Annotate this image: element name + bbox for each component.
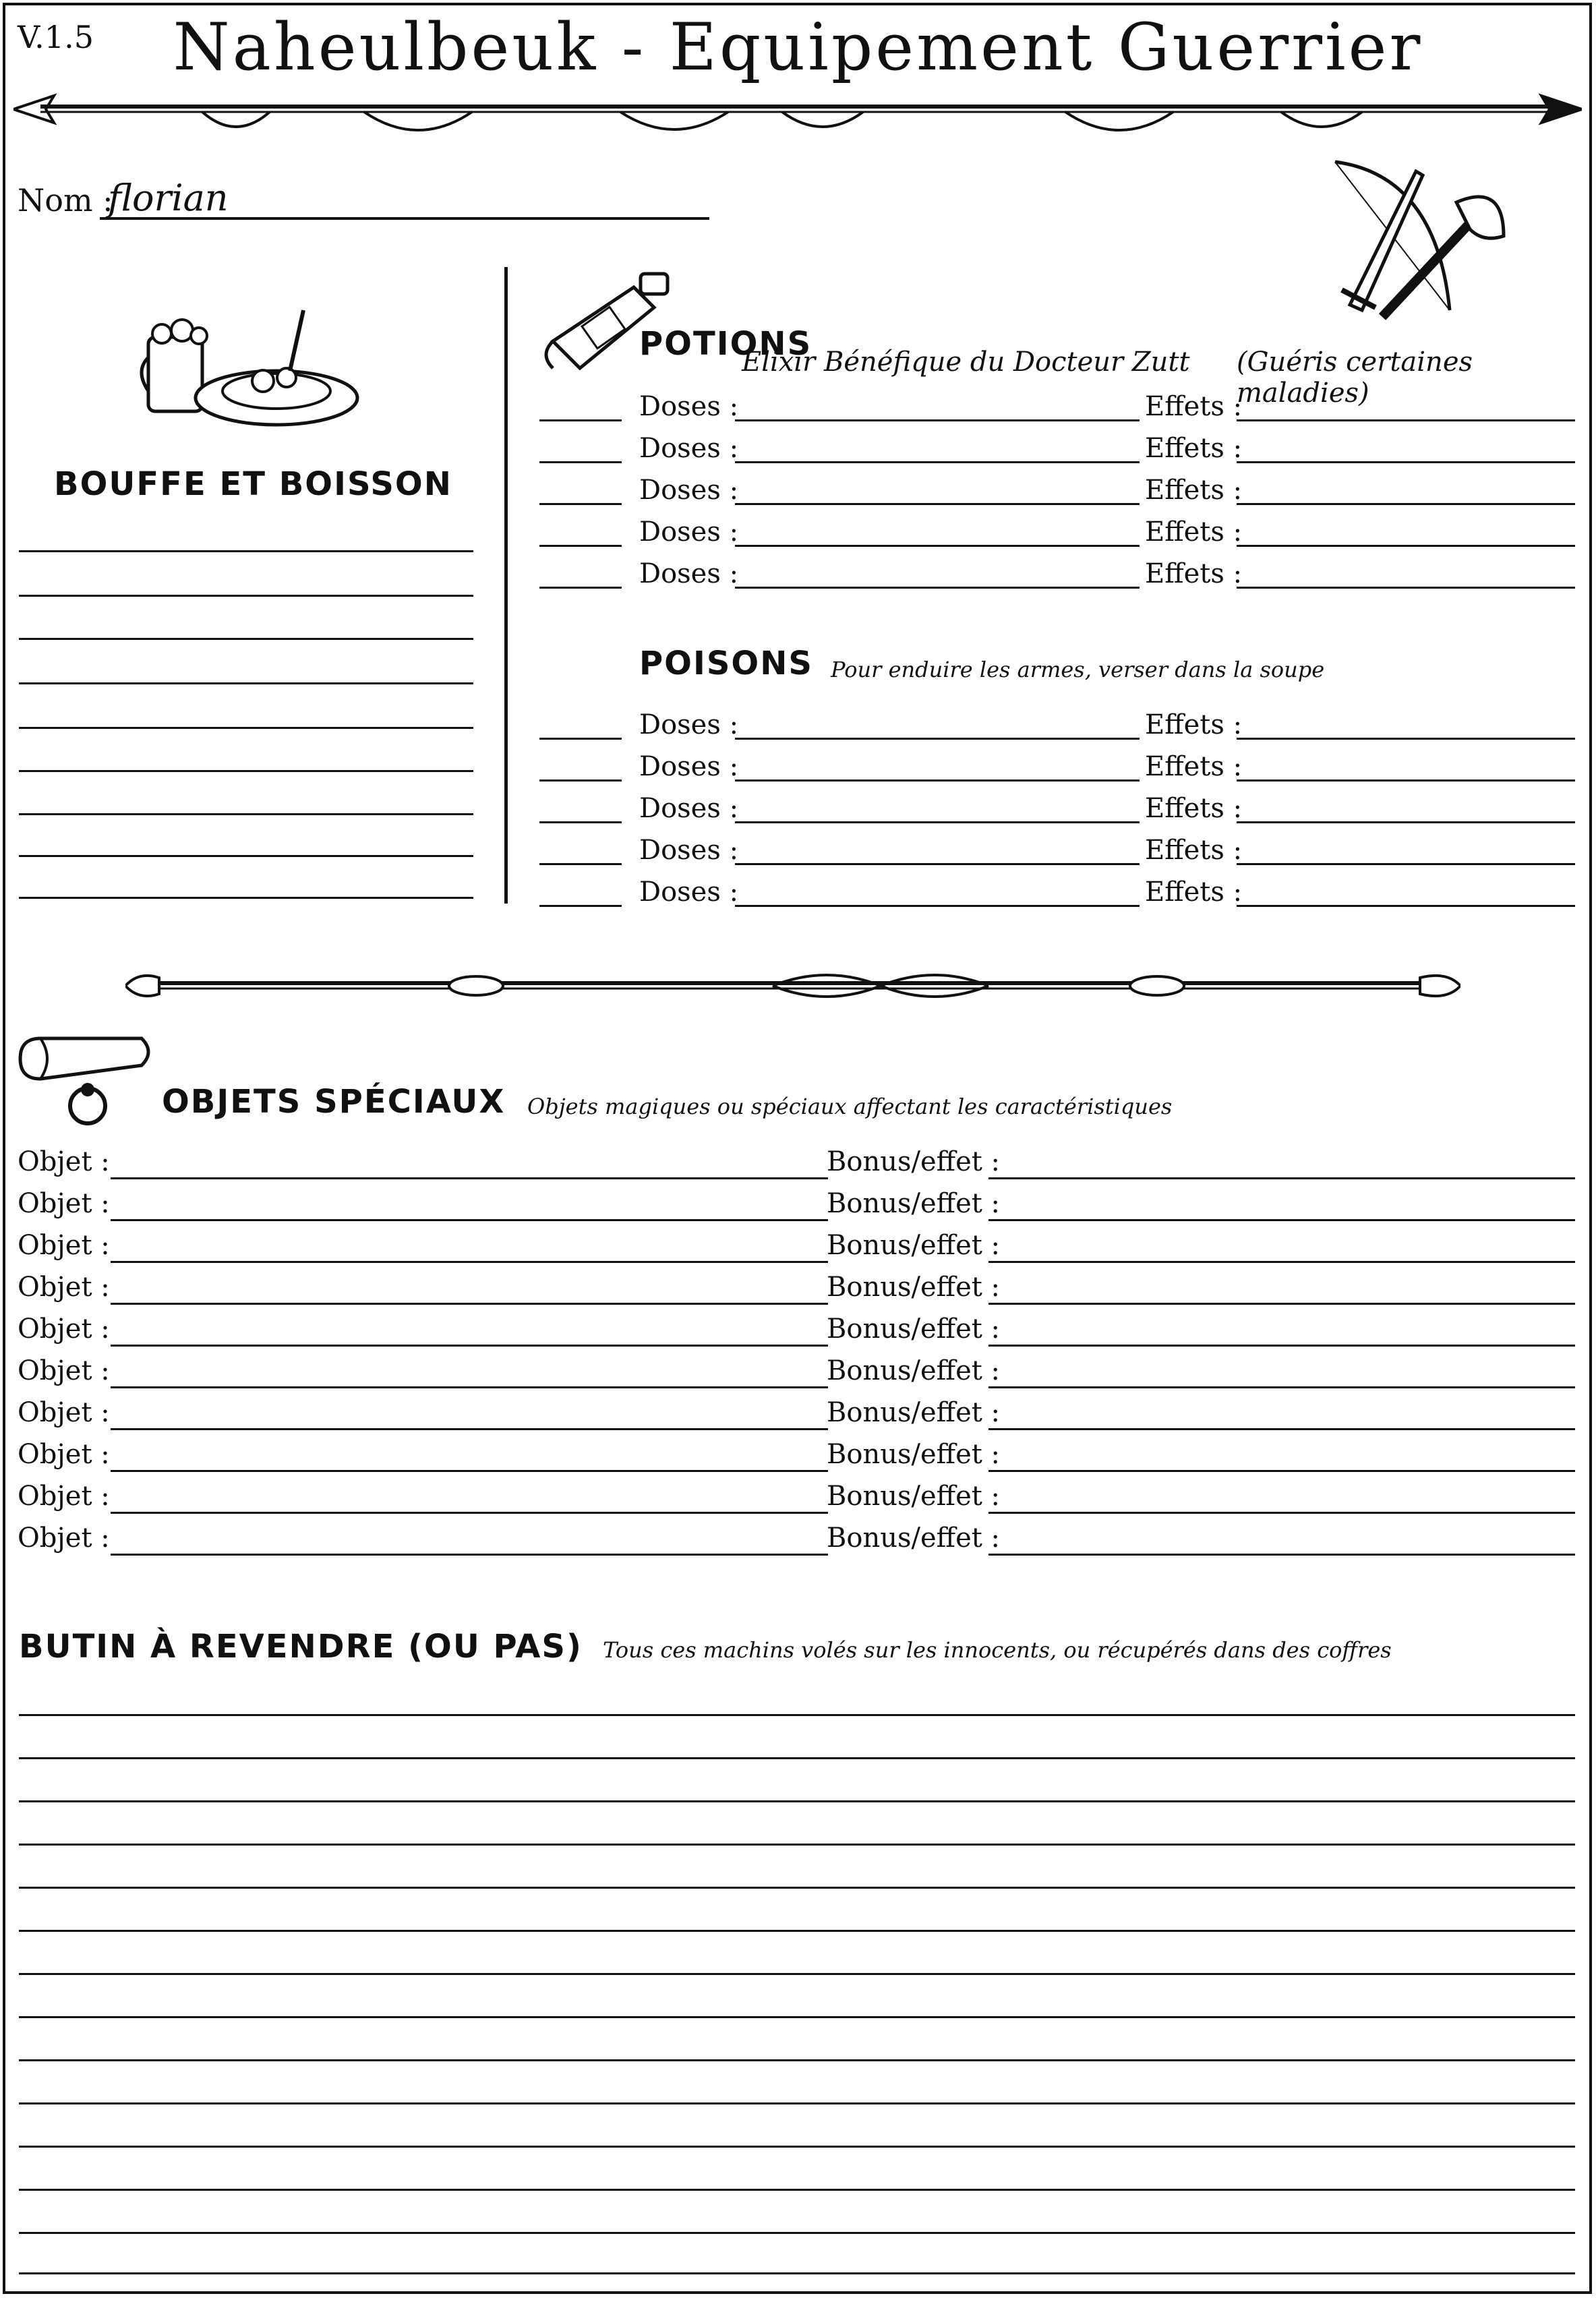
loot-line[interactable]	[19, 1757, 1575, 1759]
doses-field[interactable]	[735, 587, 1140, 589]
objet-field[interactable]	[111, 1428, 828, 1430]
potion-name-field[interactable]	[539, 461, 622, 463]
effets-field[interactable]	[1237, 545, 1575, 547]
bonus-field[interactable]	[988, 1386, 1575, 1388]
poison-row	[539, 835, 1578, 873]
doses-field[interactable]	[735, 461, 1140, 463]
special-item-row	[18, 1146, 1575, 1187]
objet-field[interactable]	[111, 1219, 828, 1221]
effets-label: Effets :	[1145, 391, 1243, 422]
version-label: V.1.5	[18, 19, 94, 55]
effets-label: Effets :	[1145, 558, 1243, 589]
special-item-row	[18, 1481, 1575, 1521]
loot-line[interactable]	[19, 2016, 1575, 2018]
doses-label: Doses :	[639, 709, 739, 740]
objet-label: Objet :	[18, 1481, 110, 1512]
potion-row	[539, 433, 1578, 471]
loot-line[interactable]	[19, 1800, 1575, 1802]
staff-divider-icon	[125, 958, 1460, 1011]
objet-field[interactable]	[111, 1177, 828, 1179]
doses-label: Doses :	[639, 475, 739, 506]
name-label: Nom :	[18, 182, 113, 218]
doses-field[interactable]	[735, 503, 1140, 505]
potion-row	[539, 517, 1578, 554]
loot-line[interactable]	[19, 1844, 1575, 1846]
objet-label: Objet :	[18, 1439, 110, 1470]
loot-line[interactable]	[19, 1930, 1575, 1932]
doses-label: Doses :	[639, 877, 739, 908]
bonus-label: Bonus/effet :	[827, 1439, 1001, 1470]
effets-field[interactable]	[1237, 503, 1575, 505]
effets-label: Effets :	[1145, 475, 1243, 506]
food-line[interactable]	[19, 813, 473, 815]
effets-label: Effets :	[1145, 751, 1243, 782]
bonus-label: Bonus/effet :	[827, 1481, 1001, 1512]
potion-row	[539, 391, 1578, 429]
special-item-row	[18, 1314, 1575, 1354]
bonus-label: Bonus/effet :	[827, 1355, 1001, 1386]
potion-row	[539, 475, 1578, 512]
doses-field[interactable]	[735, 779, 1140, 782]
food-line[interactable]	[19, 727, 473, 729]
special-item-row	[18, 1523, 1575, 1563]
effets-field[interactable]	[1237, 419, 1575, 421]
objet-label: Objet :	[18, 1272, 110, 1303]
doses-label: Doses :	[639, 835, 739, 866]
bonus-label: Bonus/effet :	[827, 1146, 1001, 1177]
effets-field[interactable]	[1237, 587, 1575, 589]
scroll-and-ring-icon	[13, 1025, 162, 1133]
objet-field[interactable]	[111, 1261, 828, 1263]
bonus-label: Bonus/effet :	[827, 1314, 1001, 1345]
potions-heading: POTIONS	[639, 325, 812, 363]
objet-field[interactable]	[111, 1554, 828, 1556]
spear-divider-icon	[13, 88, 1582, 148]
food-line[interactable]	[19, 770, 473, 772]
objet-label: Objet :	[18, 1230, 110, 1261]
bonus-field[interactable]	[988, 1303, 1575, 1305]
bonus-label: Bonus/effet :	[827, 1188, 1001, 1219]
objet-field[interactable]	[111, 1512, 828, 1514]
loot-line[interactable]	[19, 1973, 1575, 1975]
tankard-and-meal-plate-icon	[135, 303, 364, 432]
poison-row	[539, 877, 1578, 914]
loot-line[interactable]	[19, 2232, 1575, 2234]
loot-line[interactable]	[19, 2189, 1575, 2191]
special-item-row	[18, 1355, 1575, 1396]
bonus-label: Bonus/effet :	[827, 1272, 1001, 1303]
objet-label: Objet :	[18, 1146, 110, 1177]
bonus-field[interactable]	[988, 1219, 1575, 1221]
doses-field[interactable]	[735, 905, 1140, 907]
objet-field[interactable]	[111, 1345, 828, 1347]
loot-line[interactable]	[19, 1714, 1575, 1716]
special-item-row	[18, 1230, 1575, 1270]
bonus-field[interactable]	[988, 1177, 1575, 1179]
crossed-sword-axe-bow-icon	[1322, 155, 1524, 337]
effets-label: Effets :	[1145, 835, 1243, 866]
effets-label: Effets :	[1145, 433, 1243, 464]
food-line[interactable]	[19, 638, 473, 640]
doses-label: Doses :	[639, 517, 739, 548]
loot-heading: BUTIN À REVENDRE (OU PAS)	[19, 1628, 583, 1666]
poison-name-field[interactable]	[539, 905, 622, 907]
page-title: Naheulbeuk - Equipement Guerrier	[173, 9, 1423, 85]
poison-name-field[interactable]	[539, 863, 622, 865]
doses-field[interactable]	[735, 863, 1140, 865]
potion-name-field[interactable]	[539, 545, 622, 547]
effets-label: Effets :	[1145, 793, 1243, 824]
food-line[interactable]	[19, 855, 473, 857]
loot-line[interactable]	[19, 1887, 1575, 1889]
bonus-field[interactable]	[988, 1470, 1575, 1472]
doses-label: Doses :	[639, 793, 739, 824]
effets-field[interactable]	[1237, 738, 1575, 740]
poisons-subtitle: Pour enduire les armes, verser dans la soupe	[831, 657, 1325, 682]
objet-label: Objet :	[18, 1397, 110, 1428]
bonus-field[interactable]	[988, 1261, 1575, 1263]
poisons-heading: POISONS	[639, 645, 813, 682]
doses-label: Doses :	[639, 751, 739, 782]
objet-field[interactable]	[111, 1386, 828, 1388]
food-line[interactable]	[19, 550, 473, 552]
poison-row	[539, 793, 1578, 831]
loot-line[interactable]	[19, 2146, 1575, 2148]
loot-subtitle: Tous ces machins volés sur les innocents, ou récupérés dans des coffres	[603, 1637, 1392, 1663]
bonus-field[interactable]	[988, 1428, 1575, 1430]
poison-row	[539, 709, 1578, 747]
doses-label: Doses :	[639, 558, 739, 589]
objet-field[interactable]	[111, 1303, 828, 1305]
food-line[interactable]	[19, 682, 473, 684]
bonus-field[interactable]	[988, 1345, 1575, 1347]
name-underline	[100, 217, 709, 220]
bonus-field[interactable]	[988, 1554, 1575, 1556]
effets-field[interactable]	[1237, 821, 1575, 823]
food-line[interactable]	[19, 897, 473, 899]
special-items-subtitle: Objets magiques ou spéciaux affectant les caractéristiques	[527, 1094, 1173, 1119]
name-field[interactable]: florian	[108, 177, 229, 219]
effets-field[interactable]	[1237, 779, 1575, 782]
objet-label: Objet :	[18, 1355, 110, 1386]
special-items-heading: OBJETS SPÉCIAUX	[162, 1083, 506, 1121]
potion-name-field[interactable]	[539, 503, 622, 505]
doses-field[interactable]	[735, 419, 1140, 421]
doses-label: Doses :	[639, 391, 739, 422]
potion-row	[539, 558, 1578, 596]
food-heading: BOUFFE ET BOISSON	[54, 465, 452, 503]
bonus-field[interactable]	[988, 1512, 1575, 1514]
special-item-row	[18, 1397, 1575, 1438]
objet-field[interactable]	[111, 1470, 828, 1472]
special-item-row	[18, 1272, 1575, 1312]
column-divider	[504, 267, 508, 904]
poison-name-field[interactable]	[539, 779, 622, 782]
loot-line[interactable]	[19, 2102, 1575, 2104]
doses-label: Doses :	[639, 433, 739, 464]
effets-field[interactable]	[1237, 905, 1575, 907]
special-item-row	[18, 1188, 1575, 1229]
poison-row	[539, 751, 1578, 789]
doses-field[interactable]	[735, 545, 1140, 547]
potion-entry-effect[interactable]: (Guéris certaines maladies)	[1237, 347, 1473, 409]
special-item-row	[18, 1439, 1575, 1479]
bonus-label: Bonus/effet :	[827, 1397, 1001, 1428]
objet-label: Objet :	[18, 1188, 110, 1219]
bonus-label: Bonus/effet :	[827, 1523, 1001, 1554]
potion-name-field[interactable]	[539, 587, 622, 589]
effets-field[interactable]	[1237, 461, 1575, 463]
objet-label: Objet :	[18, 1523, 110, 1554]
loot-line[interactable]	[19, 2059, 1575, 2061]
food-line[interactable]	[19, 595, 473, 597]
loot-line[interactable]	[19, 2272, 1575, 2274]
potion-entry-name[interactable]: Elixir Bénéfique du Docteur Zutt	[742, 347, 1190, 378]
poison-name-field[interactable]	[539, 738, 622, 740]
bonus-label: Bonus/effet :	[827, 1230, 1001, 1261]
effets-label: Effets :	[1145, 517, 1243, 548]
effets-field[interactable]	[1237, 863, 1575, 865]
poison-name-field[interactable]	[539, 821, 622, 823]
objet-label: Objet :	[18, 1314, 110, 1345]
doses-field[interactable]	[735, 821, 1140, 823]
doses-field[interactable]	[735, 738, 1140, 740]
effets-label: Effets :	[1145, 877, 1243, 908]
effets-label: Effets :	[1145, 709, 1243, 740]
potion-name-field[interactable]	[539, 419, 622, 421]
